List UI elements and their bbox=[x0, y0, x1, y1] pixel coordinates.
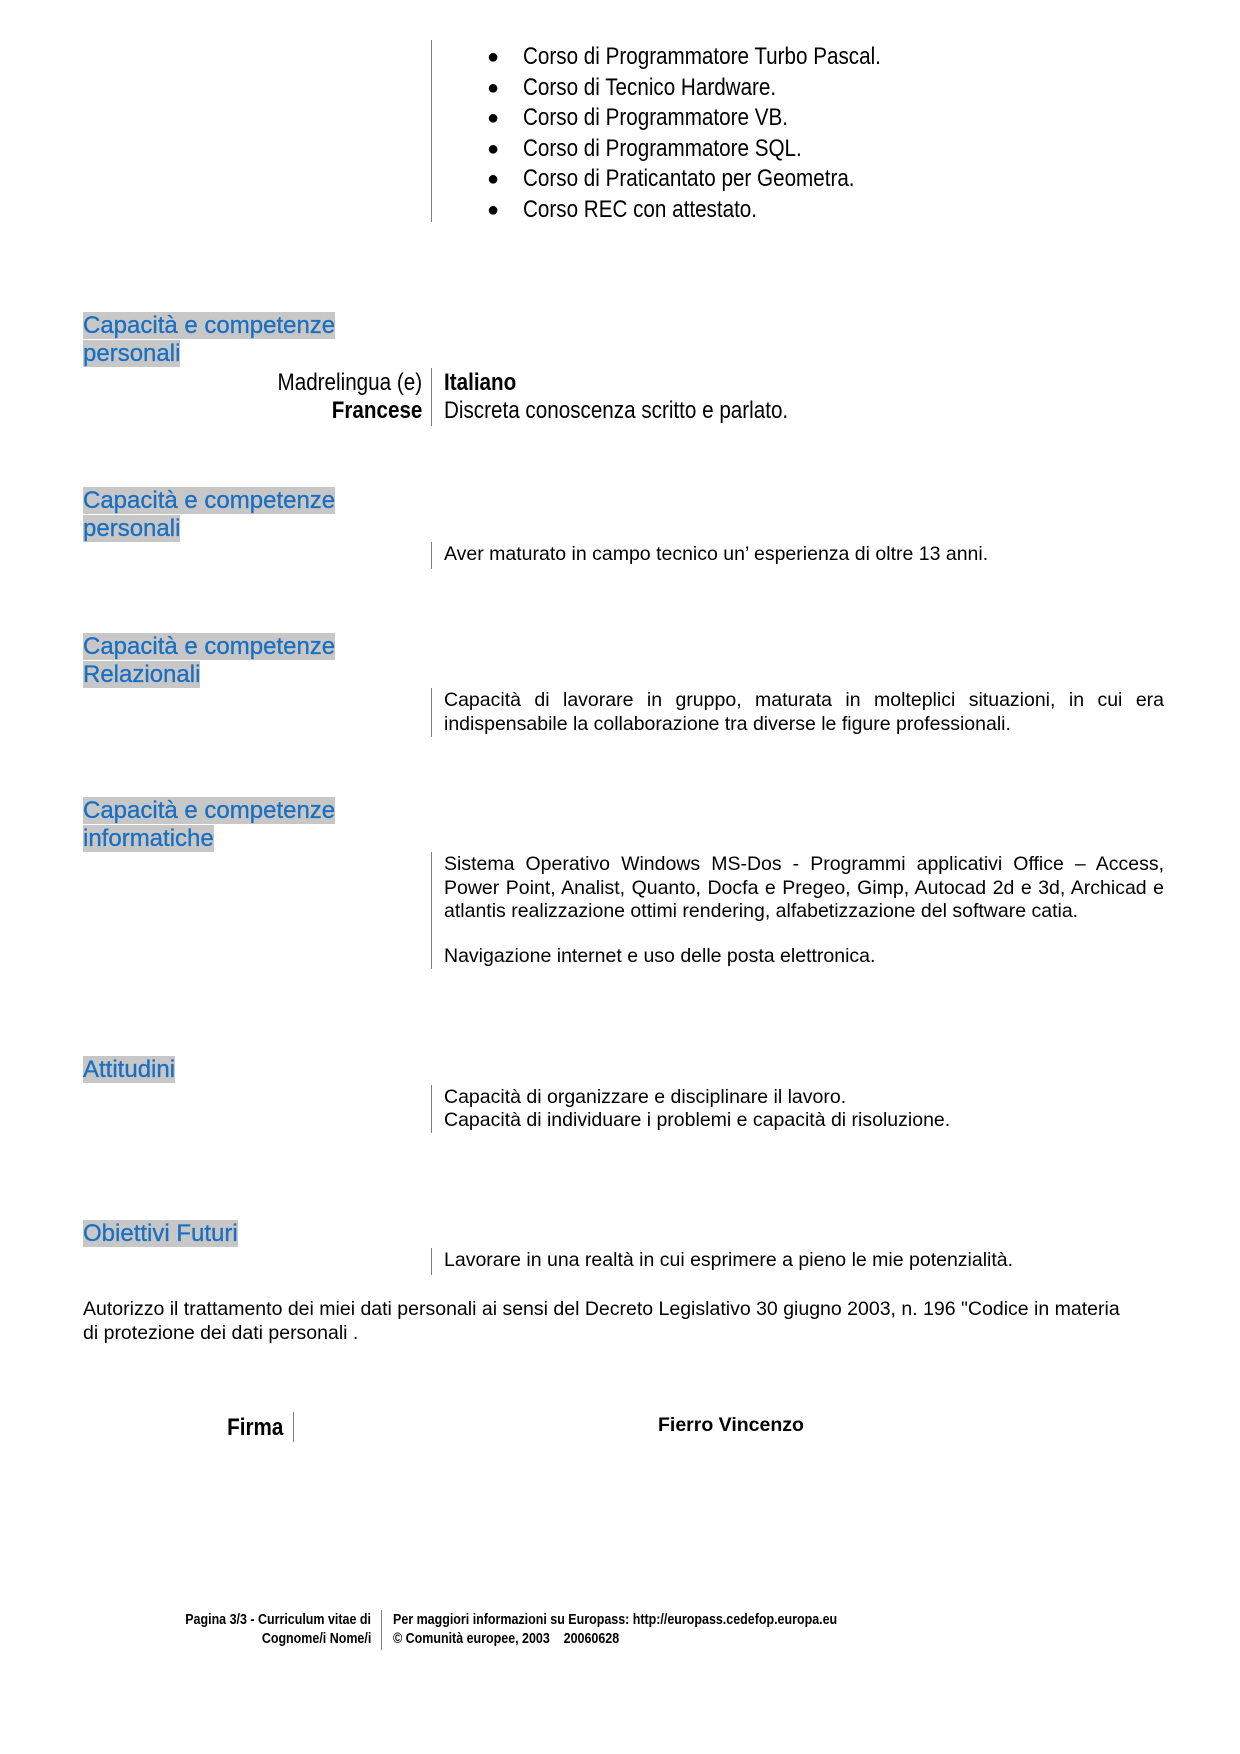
attitudes-line-1: Capacità di organizzare e disciplinare il lavoro. bbox=[444, 1086, 847, 1108]
bullet-icon: ● bbox=[487, 198, 500, 221]
bullet-icon: ● bbox=[487, 46, 500, 68]
other-language-value: Discreta conoscenza scritto e parlato. bbox=[444, 397, 789, 424]
section-title-attitudes: Attitudini bbox=[83, 1056, 176, 1083]
signature-divider bbox=[293, 1412, 294, 1442]
personal-divider bbox=[431, 542, 432, 569]
signature-label: Firma bbox=[226, 1414, 283, 1441]
future-divider bbox=[431, 1248, 432, 1275]
bullet-icon: ● bbox=[487, 168, 500, 190]
bullet-icon: ● bbox=[487, 137, 500, 160]
section-title-future: Obiettivi Futuri bbox=[83, 1220, 238, 1247]
courses-divider bbox=[431, 40, 432, 222]
mother-tongue-value: Italiano bbox=[444, 369, 517, 396]
footer-left-line-1: Pagina 3/3 - Curriculum vitae di bbox=[185, 1612, 371, 1628]
footer-divider bbox=[381, 1610, 382, 1650]
attitudes-divider bbox=[431, 1085, 432, 1133]
footer-right-line-1: Per maggiori informazioni su Europass: http://europass.cedefop.europa.eu bbox=[393, 1612, 838, 1628]
it-text-2: Navigazione internet e uso delle posta elettronica. bbox=[444, 945, 876, 967]
section-title-relational: Capacità e competenze Relazionali bbox=[83, 633, 336, 688]
section-title-it: Capacità e competenze informatiche bbox=[83, 797, 336, 852]
it-text: Sistema Operativo Windows MS-Dos - Programmi applicativi Office – Access, Power Point, Analist, Quanto, Docfa e Pregeo, Gimp, Autocad 2d e 3d, Archicad e atlantis realizzazione ottimi rendering, alfabetizzazione del software catia. bbox=[444, 853, 1164, 922]
privacy-consent: Autorizzo il trattamento dei miei dati personali ai sensi del Decreto Legislativo 30 giugno 2003, n. 196 "Codice in materia di protezione dei dati personali . bbox=[83, 1298, 1120, 1344]
signature-name: Fierro Vincenzo bbox=[658, 1414, 804, 1436]
future-text: Lavorare in una realtà in cui esprimere a pieno le mie potenzialità. bbox=[444, 1249, 1014, 1271]
personal-text: Aver maturato in campo tecnico un’ esperienza di oltre 13 anni. bbox=[444, 543, 989, 565]
other-language-label: Francese bbox=[331, 397, 422, 424]
relational-divider bbox=[431, 688, 432, 737]
section-title-languages: Capacità e competenze personali bbox=[83, 312, 336, 367]
it-divider bbox=[431, 852, 432, 969]
languages-divider bbox=[431, 368, 432, 426]
section-title-personal: Capacità e competenze personali bbox=[83, 487, 336, 542]
footer-left-line-2: Cognome/i Nome/i bbox=[261, 1631, 371, 1647]
mother-tongue-label: Madrelingua (e) bbox=[277, 369, 422, 396]
relational-text: Capacità di lavorare in gruppo, maturata in molteplici situazioni, in cui era indispensabile la collaborazione tra diverse le figure professionali. bbox=[444, 689, 1164, 735]
bullet-icon: ● bbox=[487, 107, 500, 129]
footer-right-line-2: © Comunità europee, 2003 20060628 bbox=[393, 1631, 620, 1647]
attitudes-line-2: Capacità di individuare i problemi e capacità di risoluzione. bbox=[444, 1109, 951, 1131]
bullet-icon: ● bbox=[487, 76, 500, 99]
